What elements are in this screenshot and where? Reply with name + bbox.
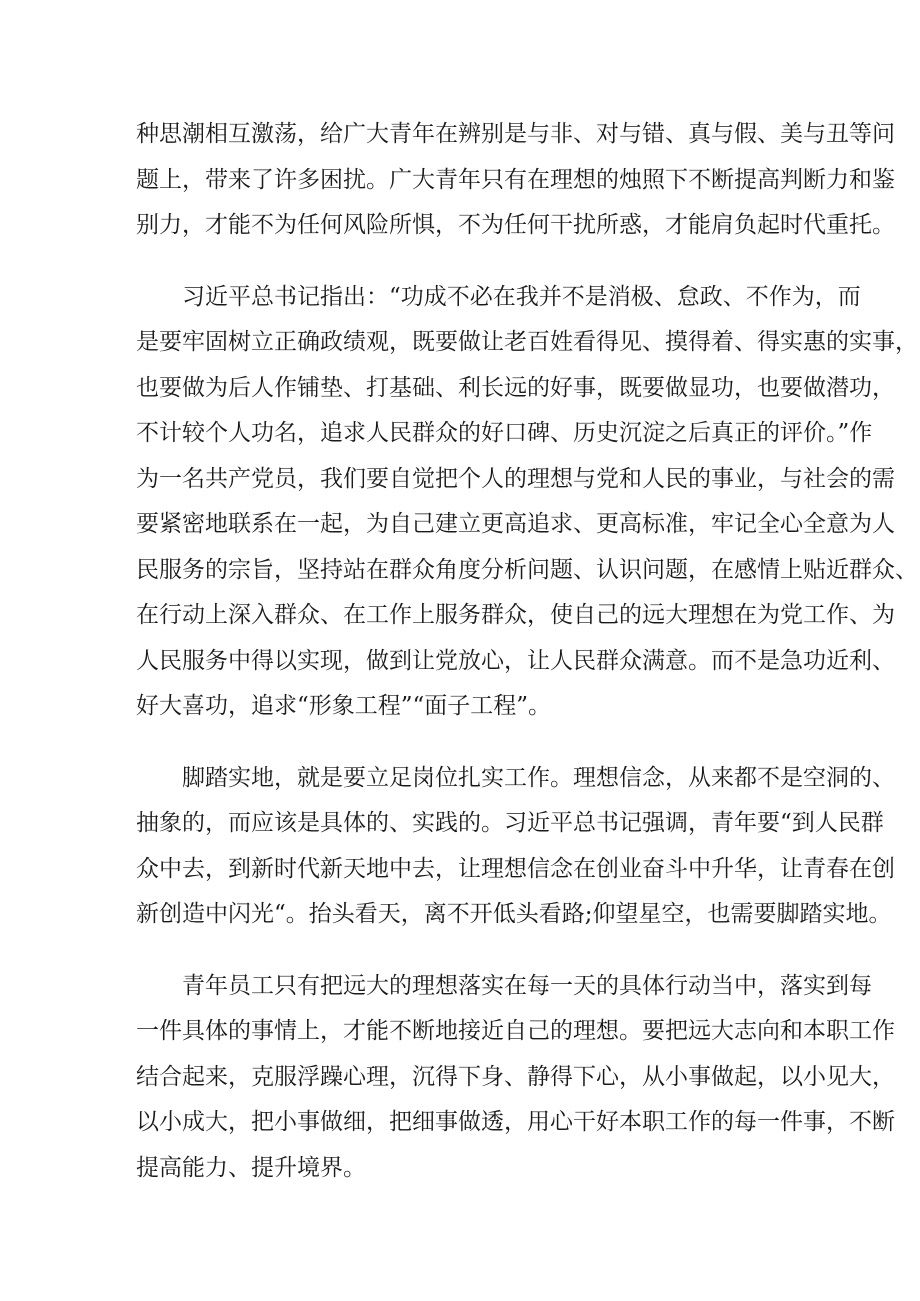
text-line: 好大喜功，追求“形象工程”“面子工程”。 (136, 693, 552, 719)
paragraph-1 (136, 112, 895, 249)
text-line: 习近平总书记指出：“功成不必在我并不是消极、怠政、不作为，而 (182, 283, 861, 310)
text-line: 新创造中闪光“。抬头看天，离不开低头看路;仰望星空，也需要脚踏实地。 (136, 901, 892, 927)
text-line: 是要牢固树立正确政绩观，既要做让老百姓看得见、摸得着、得实惠的实事， (136, 329, 918, 355)
text-line: 在行动上深入群众、在工作上服务群众，使自己的远大理想在为党工作、为 (136, 602, 895, 628)
paragraph-3 (136, 756, 895, 938)
text-line: 结合起来，克服浮躁心理，沉得下身、静得下心，从小事做起，以小见大， (136, 1063, 895, 1090)
text-line: 种思潮相互激荡，给广大青年在辨别是与非、对与错、真与假、美与丑等问 (136, 121, 895, 147)
text-line: 为一名共产党员，我们要自觉把个人的理想与党和人民的事业，与社会的需 (136, 465, 895, 492)
text-line: 提高能力、提升境界。 (136, 1154, 366, 1181)
text-line: 众中去，到新时代新天地中去，让理想信念在创业奋斗中升华，让青春在创 (136, 855, 895, 882)
text-line: 别力，才能不为任何风险所惧，不为任何干扰所惑，才能肩负起时代重托。 (136, 212, 895, 238)
text-line: 抽象的，而应该是具体的、实践的。习近平总书记强调，青年要“到人民群 (136, 810, 884, 836)
text-line: 人民服务中得以实现，做到让党放心，让人民群众满意。而不是急功近利、 (136, 647, 895, 674)
text-line: 以小成大，把小事做细，把细事做透，用心干好本职工作的每一件事，不断 (136, 1109, 895, 1135)
text-line: 题上，带来了许多困扰。广大青年只有在理想的烛照下不断提高判断力和鉴 (136, 166, 895, 193)
text-line: 民服务的宗旨，坚持站在群众角度分析问题、认识问题，在感情上贴近群众、 (136, 556, 918, 583)
text-line: 也要做为后人作铺垫、打基础、利长远的好事，既要做显功，也要做潜功， (136, 374, 895, 401)
document-body (136, 112, 918, 1217)
text-line: 脚踏实地，就是要立足岗位扎实工作。理想信念，从来都不是空洞的、 (182, 764, 895, 791)
paragraph-2 (136, 275, 918, 730)
text-line: 不计较个人功名，追求人民群众的好口碑、历史沉淀之后真正的评价。”作 (136, 420, 873, 446)
text-line: 一件具体的事情上，才能不断地接近自己的理想。要把远大志向和本职工作 (136, 1018, 895, 1044)
text-line: 青年员工只有把远大的理想落实在每一天的具体行动当中，落实到每 (182, 972, 872, 999)
text-line: 要紧密地联系在一起，为自己建立更高追求、更高标准，牢记全心全意为人 (136, 511, 895, 537)
paragraph-4 (136, 964, 895, 1192)
